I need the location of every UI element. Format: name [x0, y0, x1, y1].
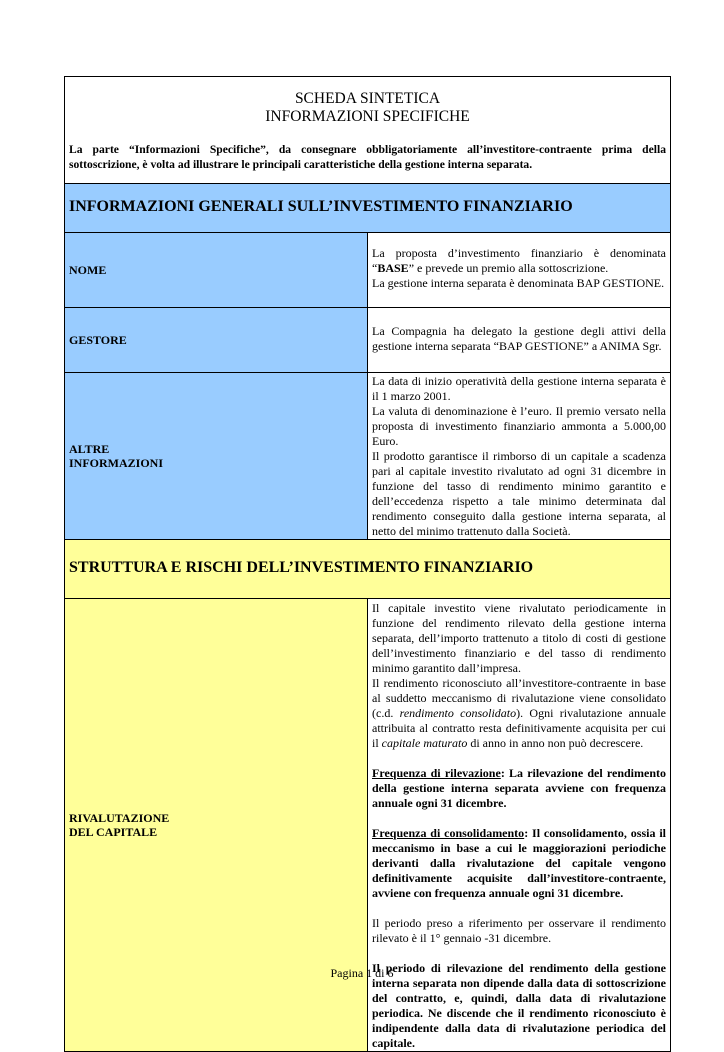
label-riv-line2: DEL CAPITALE: [69, 825, 158, 839]
riv-paragraph-2: Il rendimento riconosciuto all’investitore-contraente in base al suddetto meccanismo di rivalutazione viene consolidato (c.d. rendimento consolidato). Ogni rivalutazione annuale attribuita al contratto resta definitivamente acquisita per cui il capitale maturato di anno in anno non può decrescere.: [372, 676, 666, 750]
section-structure-risks-title: STRUTTURA E RISCHI DELL’INVESTIMENTO FINANZIARIO: [65, 540, 671, 599]
doc-title: SCHEDA SINTETICA: [294, 90, 441, 107]
label-altre-line2: INFORMAZIONI: [69, 456, 164, 470]
nome-content: [368, 233, 671, 308]
gestore-text: La Compagnia ha delegato la gestione degli attivi della gestione interna separata “BAP GESTIONE” a ANIMA Sgr.: [372, 324, 666, 353]
label-riv-line1: RIVALUTAZIONE: [69, 811, 170, 825]
altre-content: [368, 373, 671, 540]
intro-text: La parte “Informazioni Specifiche”, da consegnare obbligatoriamente all’investitore-contraente prima della sottoscrizione, è volta ad illustrare le principali caratteristiche della gestione interna separata.: [69, 143, 666, 171]
label-nome: NOME: [65, 233, 368, 308]
altre-text-3: Il prodotto garantisce il rimborso di un capitale a scadenza pari al capitale investito rivalutato ad ogni 31 dicembre in funzione del tasso di rendimento minimo garantito e dell’eccedenza rispetto a tale minimo determinata dal rendimento conseguito dalla gestione interna separata, al netto del minimo trattenuto dalla Società.: [372, 449, 666, 538]
section-general-info-title: INFORMAZIONI GENERALI SULL’INVESTIMENTO FINANZIARIO: [65, 184, 671, 233]
header-cell: [65, 77, 671, 184]
page-number: Pagina 1 di 6: [330, 966, 394, 980]
riv-paragraph-5: Il periodo preso a riferimento per osservare il rendimento rilevato è il 1° gennaio -31 dicembre.: [372, 916, 666, 945]
riv-paragraph-1: Il capitale investito viene rivalutato periodicamente in funzione del rendimento rilevato della gestione interna separata, dell’importo trattenuto a titolo di costi di gestione dell’investimento finanziario e del tasso di rendimento minimo garantito dall’impresa.: [372, 601, 666, 675]
riv-paragraph-3: Frequenza di rilevazione: La rilevazione del rendimento della gestione interna separata avviene con frequenza annuale ogni 31 dicembre.: [372, 766, 666, 810]
nome-text-c: La gestione interna separata è denominata BAP GESTIONE.: [372, 276, 665, 290]
rivalutazione-content: [368, 599, 671, 1052]
riv-paragraph-6: Il periodo di rilevazione del rendimento della gestione interna separata non dipende dalla data di sottoscrizione del contratto, e, quindi, dalla data di rivalutazione periodica. Ne discende che il rendimento riconosciuto è indipendente dalla data di rivalutazione periodica del capitale.: [372, 961, 666, 1050]
altre-text-1: La data di inizio operatività della gestione interna separata è il 1 marzo 2001.: [372, 374, 666, 403]
nome-text-b: ” e prevede un premio alla sottoscrizione.: [408, 261, 609, 275]
info-sheet-table: [64, 76, 671, 1052]
gestore-content: [368, 308, 671, 373]
label-gestore: GESTORE: [65, 308, 368, 373]
altre-text-2: La valuta di denominazione è l’euro. Il premio versato nella proposta di investimento finanziario ammonta a 5.000,00 Euro.: [372, 404, 666, 448]
label-altre-line1: ALTRE: [69, 442, 110, 456]
doc-subtitle: INFORMAZIONI SPECIFICHE: [265, 108, 470, 125]
nome-text-a: La proposta d’investimento finanziario è denominata “: [372, 246, 666, 275]
product-name: BASE: [377, 261, 409, 275]
label-rivalutazione: [65, 599, 368, 1052]
label-altre-informazioni: [65, 373, 368, 540]
riv-paragraph-4: Frequenza di consolidamento: Il consolidamento, ossia il meccanismo in base a cui le maggiorazioni periodiche derivanti dalla rivalutazione del capitale vengono definitivamente acquisite dall’investitore-contraente, avviene con frequenza annuale ogni 31 dicembre.: [372, 826, 666, 900]
